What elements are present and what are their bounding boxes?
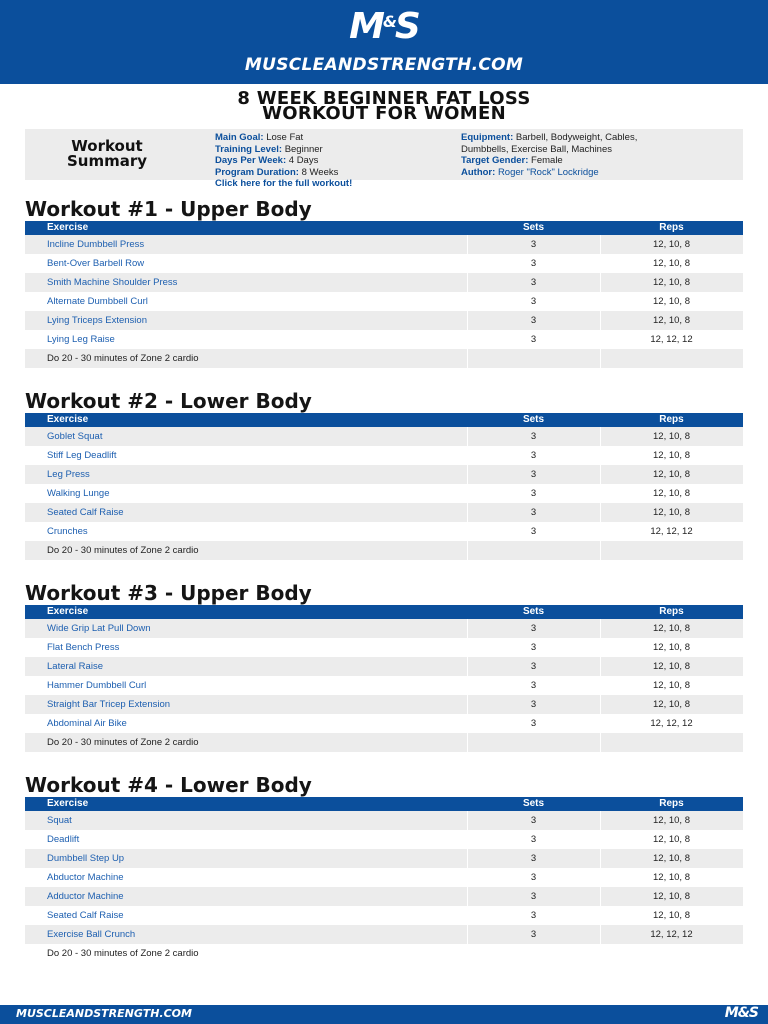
exercise-link[interactable]: Seated Calf Raise <box>25 503 467 522</box>
column-header-sets: Sets <box>467 797 600 811</box>
column-header-reps: Reps <box>600 797 743 811</box>
column-header-exercise: Exercise <box>25 413 467 427</box>
table-row <box>25 235 743 254</box>
table-row <box>25 925 743 944</box>
sets-cell: 3 <box>467 311 600 330</box>
reps-cell: 12, 10, 8 <box>600 619 743 638</box>
sets-cell: 3 <box>467 906 600 925</box>
training-level-value: Beginner <box>284 143 323 155</box>
table-row <box>25 427 743 446</box>
exercise-link[interactable]: Exercise Ball Crunch <box>25 925 467 944</box>
exercise-link[interactable]: Abductor Machine <box>25 868 467 887</box>
exercise-link[interactable]: Stiff Leg Deadlift <box>25 446 467 465</box>
sets-cell: 3 <box>467 484 600 503</box>
column-header-exercise: Exercise <box>25 605 467 619</box>
table-row <box>25 906 743 925</box>
column-header-sets: Sets <box>467 605 600 619</box>
author-key: Author: <box>461 166 496 178</box>
table-row <box>25 811 743 830</box>
sets-cell: 3 <box>467 676 600 695</box>
sets-cell: 3 <box>467 235 600 254</box>
sets-cell: 3 <box>467 273 600 292</box>
equipment-value-1: Barbell, Bodyweight, Cables, <box>515 132 638 143</box>
duration-value: 8 Weeks <box>301 166 339 178</box>
cardio-empty-cell <box>467 733 600 752</box>
exercise-link[interactable]: Seated Calf Raise <box>25 906 467 925</box>
exercise-link[interactable]: Lateral Raise <box>25 657 467 676</box>
reps-cell: 12, 12, 12 <box>600 925 743 944</box>
column-header-exercise: Exercise <box>25 797 467 811</box>
workout-title: Workout #3 - Upper Body <box>25 581 312 605</box>
exercise-link[interactable]: Adductor Machine <box>25 887 467 906</box>
column-header-exercise: Exercise <box>25 221 467 235</box>
table-row <box>25 887 743 906</box>
sets-cell: 3 <box>467 254 600 273</box>
column-header-sets: Sets <box>467 413 600 427</box>
reps-cell: 12, 10, 8 <box>600 427 743 446</box>
exercise-link[interactable]: Hammer Dumbbell Curl <box>25 676 467 695</box>
exercise-link[interactable]: Abdominal Air Bike <box>25 714 467 733</box>
full-workout-link[interactable]: Click here for the full workout! <box>215 178 353 189</box>
table-row <box>25 676 743 695</box>
reps-cell: 12, 10, 8 <box>600 830 743 849</box>
equipment-value-2: Dumbbells, Exercise Ball, Machines <box>461 143 613 155</box>
sets-cell: 3 <box>467 887 600 906</box>
reps-cell: 12, 10, 8 <box>600 676 743 695</box>
cardio-empty-cell <box>600 944 743 963</box>
exercise-link[interactable]: Walking Lunge <box>25 484 467 503</box>
cardio-empty-cell <box>600 733 743 752</box>
sets-cell: 3 <box>467 849 600 868</box>
table-row <box>25 522 743 541</box>
cardio-row <box>25 349 743 368</box>
footer-logo[interactable]: M&S <box>724 1005 758 1021</box>
sets-cell: 3 <box>467 465 600 484</box>
exercise-link[interactable]: Smith Machine Shoulder Press <box>25 273 467 292</box>
title-line-2: WORKOUT FOR WOMEN <box>262 103 506 124</box>
table-row <box>25 503 743 522</box>
reps-cell: 12, 10, 8 <box>600 465 743 484</box>
workout-title: Workout #1 - Upper Body <box>25 197 312 221</box>
reps-cell: 12, 10, 8 <box>600 484 743 503</box>
summary-column-right <box>461 132 637 178</box>
reps-cell: 12, 10, 8 <box>600 292 743 311</box>
exercise-link[interactable]: Lying Triceps Extension <box>25 311 467 330</box>
site-header <box>0 0 768 84</box>
column-header-reps: Reps <box>600 605 743 619</box>
column-header-reps: Reps <box>600 221 743 235</box>
exercise-link[interactable]: Incline Dumbbell Press <box>25 235 467 254</box>
exercise-link[interactable]: Goblet Squat <box>25 427 467 446</box>
table-row <box>25 619 743 638</box>
cardio-note: Do 20 - 30 minutes of Zone 2 cardio <box>25 733 467 752</box>
exercise-link[interactable]: Squat <box>25 811 467 830</box>
main-goal-value: Lose Fat <box>266 132 304 143</box>
cardio-row <box>25 733 743 752</box>
reps-cell: 12, 10, 8 <box>600 235 743 254</box>
table-row <box>25 849 743 868</box>
brand-logo[interactable] <box>0 6 768 47</box>
cardio-row <box>25 944 743 963</box>
workout-table <box>25 797 744 963</box>
summary-label <box>25 139 189 169</box>
equipment-key: Equipment: <box>461 132 514 143</box>
days-key: Days Per Week: <box>215 155 287 166</box>
exercise-link[interactable]: Lying Leg Raise <box>25 330 467 349</box>
training-level-key: Training Level: <box>215 143 283 155</box>
cardio-row <box>25 541 743 560</box>
sets-cell: 3 <box>467 522 600 541</box>
reps-cell: 12, 12, 12 <box>600 522 743 541</box>
table-row <box>25 830 743 849</box>
table-row <box>25 868 743 887</box>
site-url[interactable]: MUSCLEANDSTRENGTH.COM <box>244 55 524 75</box>
sets-cell: 3 <box>467 619 600 638</box>
cardio-note: Do 20 - 30 minutes of Zone 2 cardio <box>25 944 467 963</box>
reps-cell: 12, 10, 8 <box>600 849 743 868</box>
cardio-empty-cell <box>467 541 600 560</box>
table-row <box>25 330 743 349</box>
table-row <box>25 311 743 330</box>
reps-cell: 12, 10, 8 <box>600 868 743 887</box>
table-row <box>25 254 743 273</box>
workout-section-4 <box>25 773 743 963</box>
workout-title: Workout #4 - Lower Body <box>25 773 312 797</box>
gender-key: Target Gender: <box>461 155 529 166</box>
sets-cell: 3 <box>467 503 600 522</box>
summary-column-left <box>215 132 352 190</box>
workout-table <box>25 221 744 368</box>
reps-cell: 12, 10, 8 <box>600 657 743 676</box>
cardio-note: Do 20 - 30 minutes of Zone 2 cardio <box>25 541 467 560</box>
logo-mark: M&S <box>349 6 419 47</box>
cardio-empty-cell <box>467 944 600 963</box>
duration-key: Program Duration: <box>215 166 299 178</box>
main-goal-key: Main Goal: <box>215 132 264 143</box>
author-link[interactable]: Roger "Rock" Lockridge <box>497 166 599 178</box>
gender-value: Female <box>531 155 563 166</box>
workout-title: Workout #2 - Lower Body <box>25 389 312 413</box>
reps-cell: 12, 10, 8 <box>600 695 743 714</box>
workout-section-2 <box>25 389 743 560</box>
reps-cell: 12, 10, 8 <box>600 811 743 830</box>
exercise-link[interactable]: Crunches <box>25 522 467 541</box>
workout-section-3 <box>25 581 743 752</box>
reps-cell: 12, 10, 8 <box>600 887 743 906</box>
exercise-link[interactable]: Straight Bar Tricep Extension <box>25 695 467 714</box>
sets-cell: 3 <box>467 868 600 887</box>
table-row <box>25 638 743 657</box>
footer-url[interactable]: MUSCLEANDSTRENGTH.COM <box>16 1007 192 1020</box>
table-row <box>25 292 743 311</box>
sets-cell: 3 <box>467 292 600 311</box>
cardio-empty-cell <box>600 541 743 560</box>
exercise-link[interactable]: Deadlift <box>25 830 467 849</box>
reps-cell: 12, 10, 8 <box>600 906 743 925</box>
sets-cell: 3 <box>467 446 600 465</box>
reps-cell: 12, 10, 8 <box>600 254 743 273</box>
sets-cell: 3 <box>467 811 600 830</box>
summary-label-line-1: Workout <box>71 137 143 155</box>
workout-table <box>25 413 744 560</box>
days-value: 4 Days <box>288 155 319 166</box>
table-row <box>25 484 743 503</box>
table-row <box>25 273 743 292</box>
column-header-sets: Sets <box>467 221 600 235</box>
reps-cell: 12, 10, 8 <box>600 311 743 330</box>
site-footer <box>0 1005 768 1024</box>
reps-cell: 12, 10, 8 <box>600 503 743 522</box>
summary-label-line-2: Summary <box>66 152 148 170</box>
exercise-link[interactable]: Dumbbell Step Up <box>25 849 467 868</box>
table-row <box>25 695 743 714</box>
exercise-link[interactable]: Alternate Dumbbell Curl <box>25 292 467 311</box>
workout-table <box>25 605 744 752</box>
column-header-reps: Reps <box>600 413 743 427</box>
table-row <box>25 657 743 676</box>
sets-cell: 3 <box>467 714 600 733</box>
page-title <box>0 88 768 124</box>
sets-cell: 3 <box>467 830 600 849</box>
reps-cell: 12, 10, 8 <box>600 273 743 292</box>
sets-cell: 3 <box>467 925 600 944</box>
table-row <box>25 714 743 733</box>
sets-cell: 3 <box>467 427 600 446</box>
table-row <box>25 465 743 484</box>
reps-cell: 12, 10, 8 <box>600 638 743 657</box>
reps-cell: 12, 10, 8 <box>600 446 743 465</box>
title-line-1: 8 WEEK BEGINNER FAT LOSS <box>237 88 531 109</box>
exercise-link[interactable]: Wide Grip Lat Pull Down <box>25 619 467 638</box>
table-row <box>25 446 743 465</box>
exercise-link[interactable]: Bent-Over Barbell Row <box>25 254 467 273</box>
workout-summary <box>25 129 743 189</box>
sets-cell: 3 <box>467 657 600 676</box>
exercise-link[interactable]: Leg Press <box>25 465 467 484</box>
sets-cell: 3 <box>467 638 600 657</box>
cardio-empty-cell <box>600 349 743 368</box>
workout-section-1 <box>25 197 743 368</box>
cardio-empty-cell <box>467 349 600 368</box>
reps-cell: 12, 12, 12 <box>600 714 743 733</box>
exercise-link[interactable]: Flat Bench Press <box>25 638 467 657</box>
reps-cell: 12, 12, 12 <box>600 330 743 349</box>
sets-cell: 3 <box>467 695 600 714</box>
cardio-note: Do 20 - 30 minutes of Zone 2 cardio <box>25 349 467 368</box>
sets-cell: 3 <box>467 330 600 349</box>
